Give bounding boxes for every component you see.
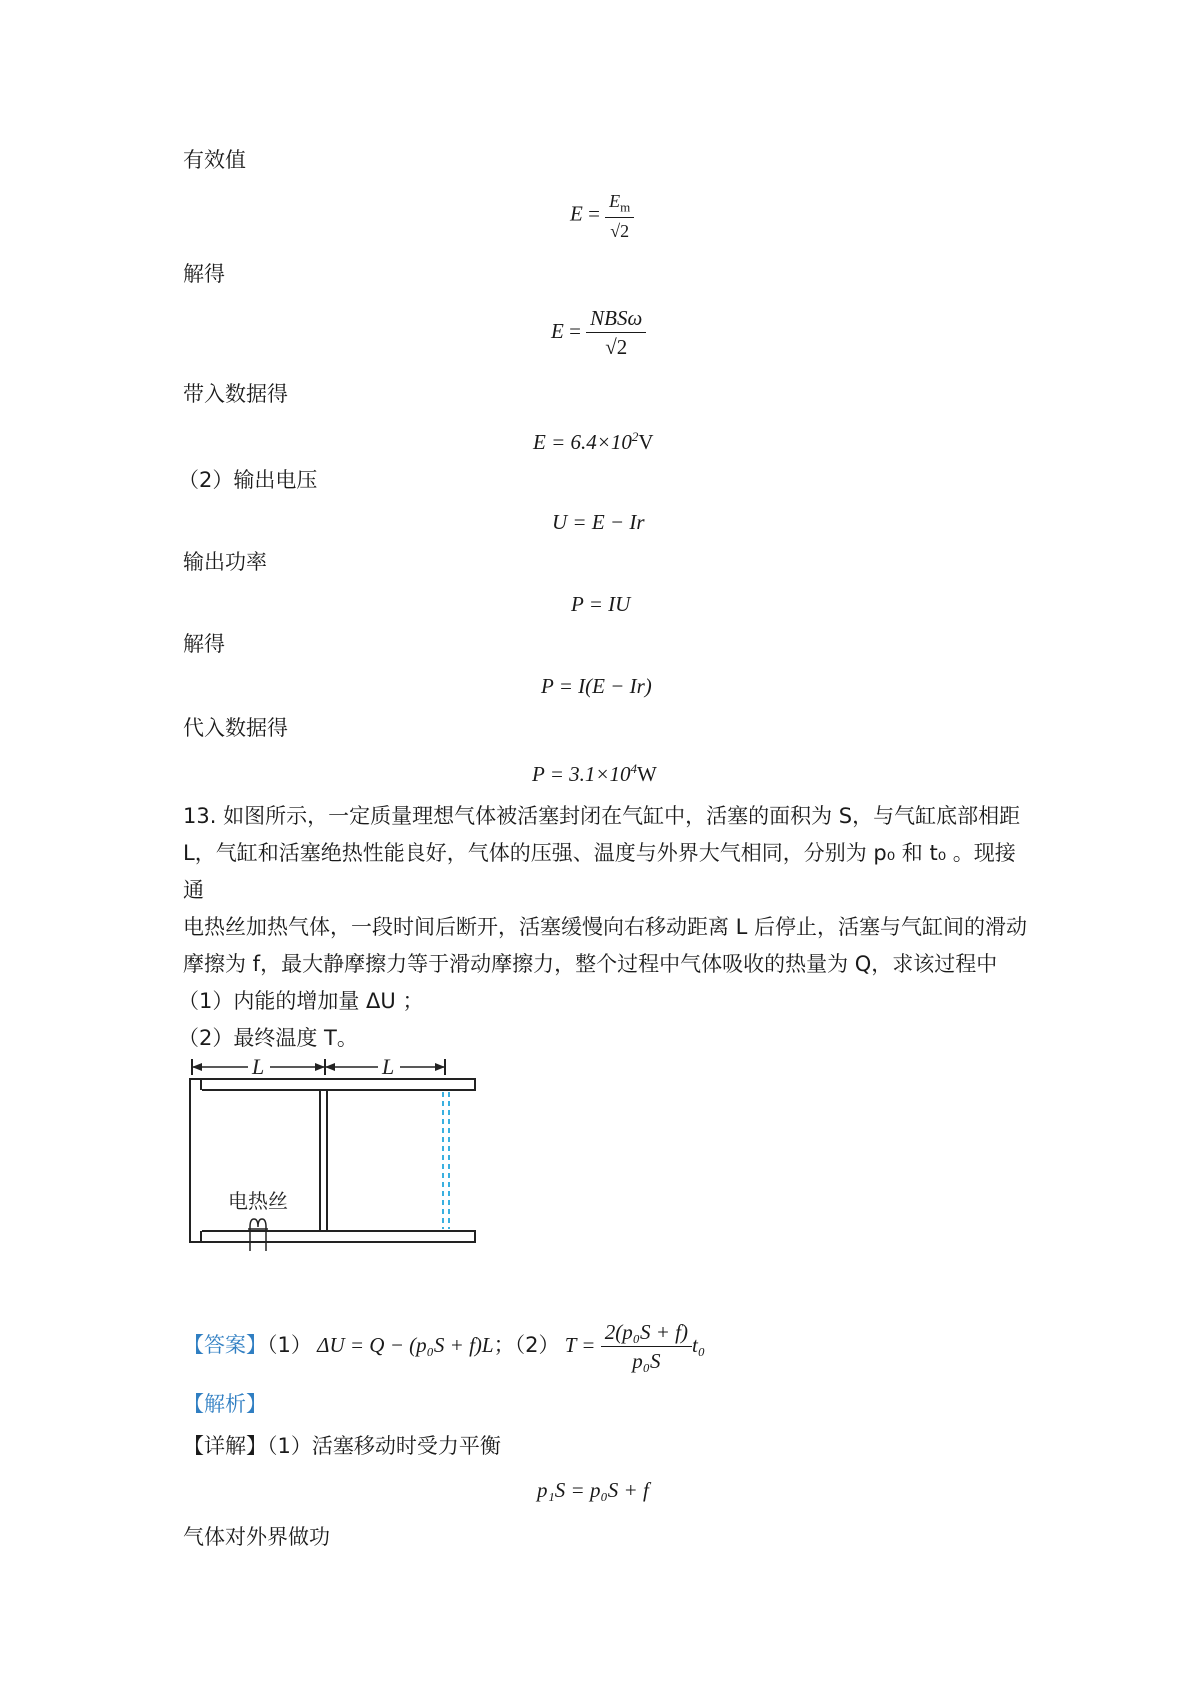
heater-label: 电热丝 bbox=[228, 1189, 288, 1213]
label-l2: L bbox=[382, 1055, 395, 1079]
p-value-text: P = 3.1×10 bbox=[532, 762, 631, 786]
equation-p-value bbox=[532, 762, 657, 785]
equation-p-solve: P = I(E − Ir) bbox=[541, 674, 652, 698]
answer-part1-label: （1） bbox=[267, 1333, 312, 1357]
question-13 bbox=[178, 798, 1033, 1057]
answer-separator: ；（2） bbox=[493, 1333, 560, 1357]
detail-row bbox=[183, 1436, 501, 1457]
answer-t-denominator: p₀S bbox=[601, 1346, 692, 1372]
equation-nbs: E = $\frac{\text{NBSω}}{√2}$ bbox=[551, 308, 646, 358]
cylinder-figure bbox=[188, 1055, 488, 1255]
question-line-1 bbox=[183, 798, 1033, 835]
sqrt2-denominator: √2 bbox=[605, 217, 634, 240]
question-text-1: 如图所示，一定质量理想气体被活塞封闭在气缸中，活塞的面积为 S，与气缸底部相距 bbox=[223, 804, 1021, 828]
answer-t-tail: t₀ bbox=[692, 1333, 706, 1357]
question-number: 13. bbox=[183, 804, 217, 828]
line-part2-title: （2）输出电压 bbox=[178, 468, 318, 492]
answer-t-fraction bbox=[601, 1322, 692, 1372]
em-subscript: m bbox=[620, 199, 631, 215]
p-value-unit: W bbox=[637, 762, 657, 786]
cylinder-top-wall bbox=[190, 1079, 475, 1090]
line-work-done: 气体对外界做功 bbox=[183, 1525, 330, 1549]
line-solve-2: 解得 bbox=[183, 632, 225, 656]
nbs-denominator: √2 bbox=[586, 332, 646, 358]
answer-row bbox=[183, 1322, 705, 1372]
line-substitute-2: 代入数据得 bbox=[183, 716, 288, 740]
answer-t-lhs: T = bbox=[564, 1333, 596, 1357]
equation-p-iu: P = IU bbox=[571, 592, 631, 616]
line-output-power: 输出功率 bbox=[183, 550, 267, 574]
label-l1: L bbox=[252, 1055, 265, 1079]
nbs-numerator: NBSω bbox=[590, 306, 643, 330]
piston bbox=[320, 1090, 327, 1231]
e-value-unit: V bbox=[638, 430, 654, 454]
line-solve-1: 解得 bbox=[183, 262, 225, 286]
e-value-text: E = 6.4×10 bbox=[533, 430, 632, 454]
em-symbol: E bbox=[609, 191, 621, 211]
p-value-exponent: 4 bbox=[630, 761, 638, 776]
detail-text: （1）活塞移动时受力平衡 bbox=[267, 1434, 501, 1458]
arrow-head bbox=[192, 1063, 202, 1071]
equation-effective-value: E = $\frac{E_m}{√2}$ bbox=[570, 192, 634, 240]
line-substitute-1: 带入数据得 bbox=[183, 382, 288, 406]
detail-tag: 【详解】 bbox=[183, 1434, 267, 1458]
question-line-3: 电热丝加热气体，一段时间后断开，活塞缓慢向右移动距离 L 后停止，活塞与气缸间的滑动 bbox=[183, 915, 1028, 939]
arrow-head bbox=[315, 1063, 325, 1071]
equation-e-value bbox=[533, 430, 654, 453]
cylinder-bottom-wall bbox=[190, 1231, 475, 1242]
e-value-exponent: 2 bbox=[631, 429, 639, 444]
question-sub-1: （1）内能的增加量 ΔU ； bbox=[178, 989, 424, 1013]
answer-du-equation: ΔU = Q − (p₀S + f)L bbox=[317, 1333, 494, 1357]
arrow-head bbox=[325, 1063, 335, 1071]
equation-output-voltage: U = E − Ir bbox=[552, 510, 645, 534]
equation-force-balance: p₁S = p₀S + f bbox=[537, 1478, 649, 1502]
line-effective-value: 有效值 bbox=[183, 148, 246, 172]
arrow-head bbox=[435, 1063, 445, 1071]
answer-t-numerator: 2(p₀S + f) bbox=[604, 1320, 689, 1344]
question-sub-2: （2）最终温度 T。 bbox=[178, 1026, 358, 1050]
answer-tag: 【答案】 bbox=[183, 1333, 267, 1357]
question-line-4: 摩擦为 f，最大静摩擦力等于滑动摩擦力，整个过程中气体吸收的热量为 Q，求该过程中 bbox=[183, 952, 998, 976]
question-line-2: L，气缸和活塞绝热性能良好，气体的压强、温度与外界大气相同，分别为 p₀ 和 t₀ 。现接通 bbox=[183, 841, 1016, 902]
analysis-tag: 【解析】 bbox=[183, 1392, 267, 1416]
cylinder-end-wall bbox=[190, 1079, 201, 1242]
